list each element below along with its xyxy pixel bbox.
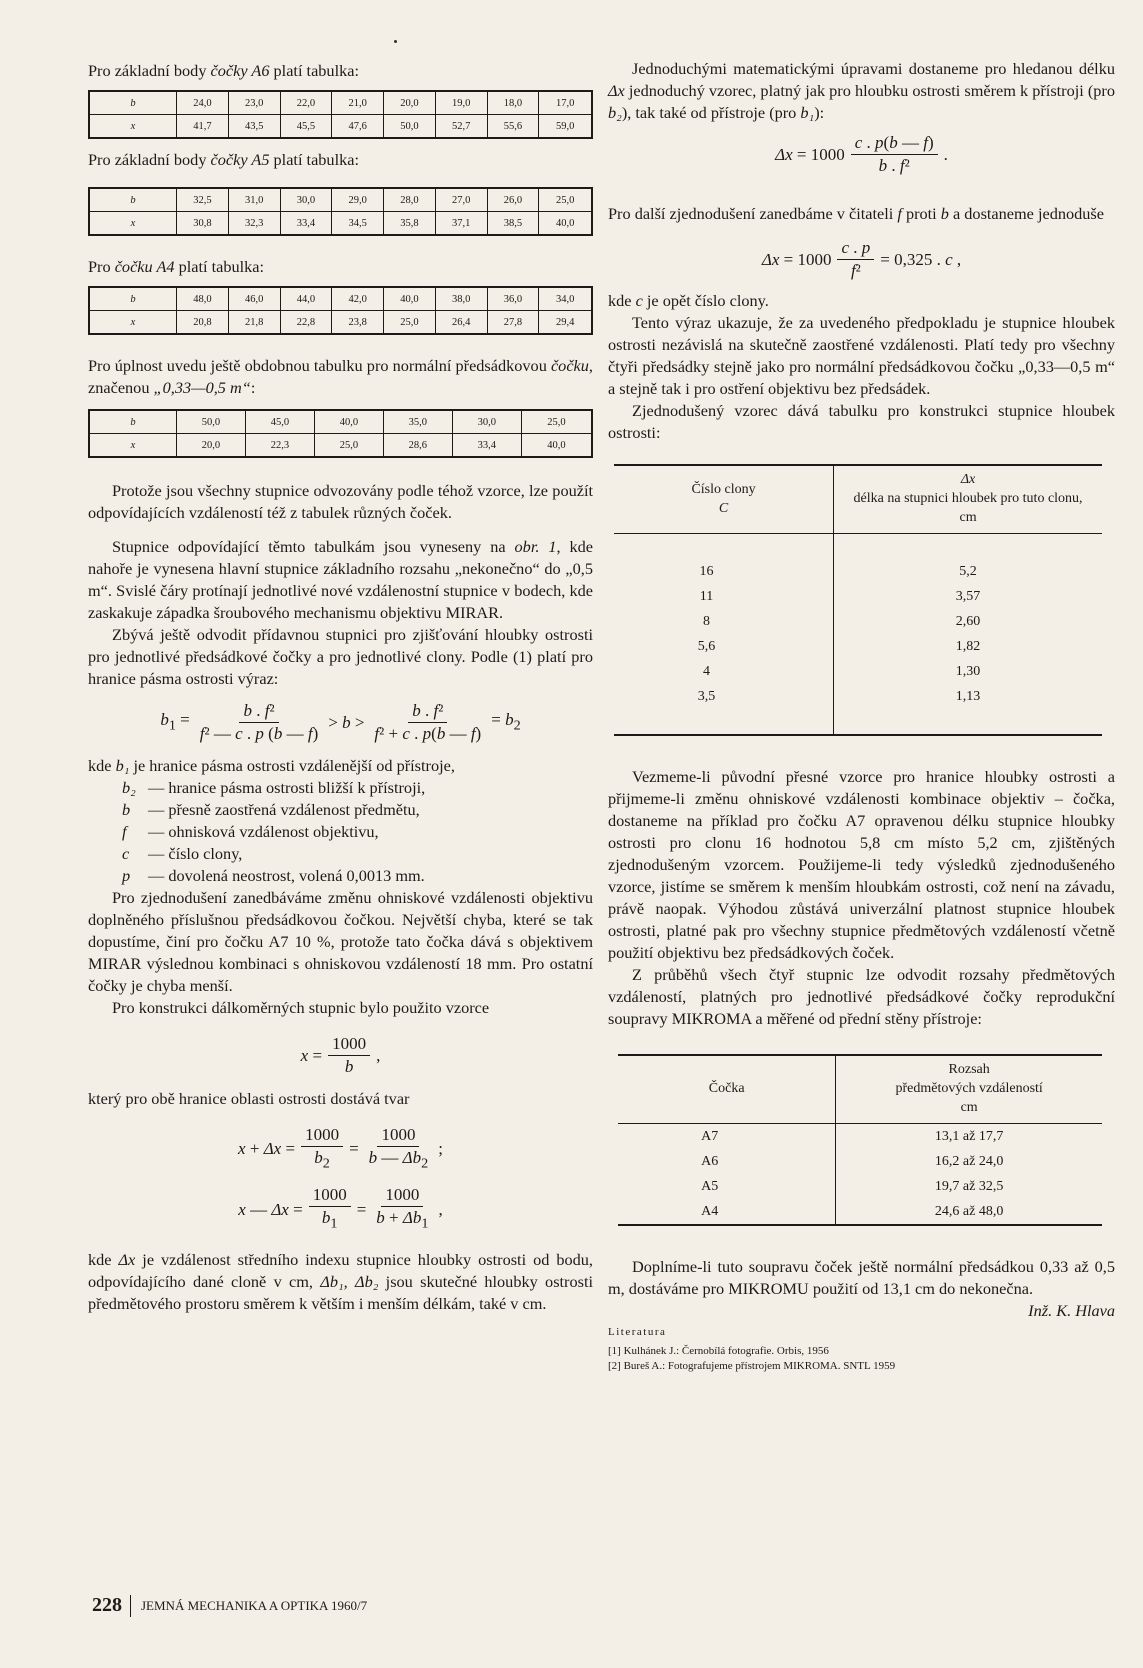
table-cell: 33,4: [280, 212, 332, 236]
formula-x: x = $\frac{1000}{b}$ ,: [300, 1034, 381, 1076]
table-cell: 1,13: [955, 688, 981, 704]
table-cell: 41,7: [177, 115, 229, 139]
table-cell: 30,8: [177, 212, 229, 236]
table-cell: 28,0: [384, 188, 436, 212]
table-cell: 25,0: [314, 434, 383, 458]
heading-a4: Pro čočku A4 platí tabulka:: [88, 257, 265, 276]
paragraph: Vezmeme-li původní přesné vzorce pro hranice hloubky ostrosti a přijmeme-li změnu ohniskové vzdálenosti kombinace objektiv – čočka, dostaneme na příklad pro čočku A7 opravenou délku stupnice hloubky ostrosti pro clonu 16 hodnotou 5,8 cm místo 5,2 cm, zjištěných zjednodušeným vzorcem. Použijeme-li tedy výsledků zjednodušeného vzorce, jistíme se směrem k menším hloubkám ostrosti, což není na závadu, právě naopak. Výhodou zůstává univerzální platnost stupnice hloubek ostrosti, platné pak pro všechny stupnice předmětových vzdáleností včetně použití objektivu bez předsádkových čoček.: [608, 767, 1115, 962]
table-row: [614, 584, 1102, 609]
table-cell: 26,0: [487, 188, 539, 212]
table-row: [614, 609, 1102, 634]
table-cell: 32,5: [177, 188, 229, 212]
table-cell: 29,4: [539, 311, 592, 335]
table-cell: A4: [618, 1199, 836, 1225]
literature-item: [2] Bureš A.: Fotografujeme přístrojem MIKROMA. SNTL 1959: [608, 1360, 896, 1372]
table-cell: 3,5: [614, 684, 834, 709]
table-cell: 5,6: [614, 634, 834, 659]
table-row: [89, 434, 592, 458]
table-cell: 8: [614, 609, 834, 634]
table-cell: 22,8: [280, 311, 332, 335]
table-cell: 38,0: [435, 287, 487, 311]
row-label: b: [89, 410, 177, 434]
table-cell: 50,0: [384, 115, 436, 139]
table-cell: 25,0: [521, 410, 592, 434]
table-cell: 22,3: [245, 434, 314, 458]
formula-x-plus: x + Δx = $\frac{1000}{b_2}$ = $\frac{1000}{b — \Delta b_2}$ ;: [238, 1125, 443, 1172]
table-cell: 30,0: [452, 410, 521, 434]
table-a4: [88, 286, 593, 335]
formula-x-minus: x — Δx = $\frac{1000}{b_1}$ = $\frac{1000}{b + \Delta b_1}$ ,: [238, 1185, 443, 1232]
table-cell: 11: [614, 584, 834, 609]
table-cell: 59,0: [539, 115, 592, 139]
table-cell: 48,0: [177, 287, 229, 311]
table-row: [618, 1149, 1102, 1174]
table-row: [89, 410, 592, 434]
table-cell: 20,0: [384, 91, 436, 115]
heading-a6: Pro základní body čočky A6 platí tabulka:: [88, 61, 359, 80]
table-cell: 2,60: [955, 613, 981, 629]
table-row: [89, 115, 592, 139]
paragraph: kde Δx je vzdálenost středního indexu stupnice hloubky ostrosti od bodu, odpovídajícího dané cloně v cm, Δb₁, Δb₂ jsou skutečné hloubky ostrosti předmětového prostoru směrem k větším i menším délkám, také v cm.: [88, 1249, 593, 1313]
table-row: [618, 1199, 1102, 1225]
row-label: b: [89, 287, 177, 311]
formula-dx-simple: Δx = 1000 $\frac{c . p}{\text{f²}}$ = 0,325 . c ,: [761, 238, 962, 280]
formula-dx: Δx = 1000 $\frac{c . p(b — f)}{\text{b . f²}}$ .: [775, 133, 948, 175]
table-cell: 40,0: [314, 410, 383, 434]
table-cell: 27,8: [487, 311, 539, 335]
table-cell: 40,0: [539, 212, 592, 236]
paragraph: Stupnice odpovídající těmto tabulkám jsou vyneseny na obr. 1, kde nahoře je vynesena hlavní stupnice základního rozsahu „nekonečno“ do „0,5 m“. Svislé čáry protínají jednotlivé nové vzdálenostní stupnice v bodech, kde zaskakuje západka šroubového mechanismu objektivu MIRAR.: [88, 537, 593, 622]
left-column: [88, 58, 593, 1315]
paragraph: Z průběhů všech čtyř stupnic lze odvodit rozsahy předmětových vzdáleností, platných pro jednotlivé předsádkové čočky reprodukční soupravy MIKROMA a měřené od přední stěny přístroje:: [608, 965, 1115, 1028]
paragraph: kde c je opět číslo clony.: [608, 291, 769, 310]
table-row: [614, 659, 1102, 684]
table-normal: [88, 409, 593, 458]
table-cell: 29,0: [332, 188, 384, 212]
table-row: [89, 188, 592, 212]
paragraph: Pro zjednodušení zanedbáváme změnu ohniskové vzdálenosti objektivu doplněného příslušnou předsádkovou čočkou. Největší chyba, které se tak dopustíme, činí pro čočku A7 10 %, protože tato čočka dává s objektivem MIRAR výslednou kombinaci s ohniskovou vzdáleností 18 mm. Pro ostatní čočky je chyba menší.: [88, 888, 593, 995]
table-row: [614, 634, 1102, 659]
table-cell: 16: [614, 559, 834, 584]
table-cell: 52,7: [435, 115, 487, 139]
table-cell: 47,6: [332, 115, 384, 139]
heading-a5: Pro základní body čočky A5 platí tabulka:: [88, 150, 359, 169]
table-cell: 35,8: [384, 212, 436, 236]
table-cell: A6: [618, 1149, 836, 1174]
page-number: 228: [92, 1594, 122, 1616]
table-row: [614, 559, 1102, 584]
table-cell: 43,5: [228, 115, 280, 139]
table-cell: 1,82: [955, 638, 981, 654]
table-cell: 23,8: [332, 311, 384, 335]
row-label: x: [89, 434, 177, 458]
paragraph: který pro obě hranice oblasti ostrosti dostává tvar: [88, 1089, 410, 1108]
table-cell: 21,0: [332, 91, 384, 115]
table-cell: 36,0: [487, 287, 539, 311]
table-cell: 38,5: [487, 212, 539, 236]
table-cell: 24,0: [177, 91, 229, 115]
table-a5: [88, 187, 593, 236]
table-cell: 35,0: [383, 410, 452, 434]
table-cell: 4: [614, 659, 834, 684]
table-cell: 24,6 až 48,0: [934, 1203, 1004, 1219]
paragraph: Pro konstrukci dálkoměrných stupnic bylo použito vzorce: [112, 998, 490, 1017]
row-label: b: [89, 91, 177, 115]
table-row: [618, 1174, 1102, 1199]
journal-name: JEMNÁ MECHANIKA A OPTIKA 1960/7: [141, 1597, 368, 1613]
table-cell: 40,0: [384, 287, 436, 311]
table-cell: 30,0: [280, 188, 332, 212]
paragraph: Pro další zjednodušení zanedbáme v čitateli f proti b a dostaneme jednoduše: [608, 204, 1104, 223]
row-label: x: [89, 115, 177, 139]
table-cell: 3,57: [955, 588, 981, 604]
table-cell: 28,6: [383, 434, 452, 458]
table-row: [614, 684, 1102, 709]
table-cell: 23,0: [228, 91, 280, 115]
row-label: x: [89, 311, 177, 335]
table-cell: 13,1 až 17,7: [934, 1128, 1004, 1144]
table-cell: 18,0: [487, 91, 539, 115]
table-cell: 16,2 až 24,0: [934, 1153, 1004, 1169]
table-cell: 46,0: [228, 287, 280, 311]
table-cell: 50,0: [177, 410, 246, 434]
paragraph: Doplníme-li tuto soupravu čoček ještě normální předsádkou 0,33 až 0,5 m, dostáváme pro MIKROMU použití od 13,1 cm do nekonečna. Inž. K. Hlava: [608, 1257, 1115, 1320]
table-cell: 5,2: [959, 563, 977, 579]
paragraph: Zbývá ještě odvodit přídavnou stupnici pro zjišťování hloubky ostrosti pro jednotlivé předsádkové čočky a pro jednotlivé clony. Podle (1) platí pro hranice pásma ostrosti výraz:: [88, 625, 593, 688]
table-cell: 17,0: [539, 91, 592, 115]
table-cell: 26,4: [435, 311, 487, 335]
paragraph: Jednoduchými matematickými úpravami dostaneme pro hledanou délku Δx jednoduchý vzorec, platný jak pro hloubku ostrosti směrem k přístroji (pro b₂), tak také od přístroje (pro b₁):: [608, 59, 1115, 122]
table-cell: 27,0: [435, 188, 487, 212]
table-cell: 45,5: [280, 115, 332, 139]
table-cell: 1,30: [955, 663, 981, 679]
table-cell: 19,0: [435, 91, 487, 115]
table-cell: 33,4: [452, 434, 521, 458]
table-cell: 55,6: [487, 115, 539, 139]
table-cell: 31,0: [228, 188, 280, 212]
page-footer: [92, 1594, 367, 1617]
table-cell: 22,0: [280, 91, 332, 115]
table-row: [89, 212, 592, 236]
table-aperture: Číslo clony C Δx délka na stupnici hloubek pro tuto clonu, cm 16 5,2 11 3,57 8 2,60 5,6 1,82 4 1,30 3,5 1,13: [614, 464, 1102, 736]
right-column: [608, 58, 1115, 1374]
table-cell: 20,8: [177, 311, 229, 335]
table-cell: 34,0: [539, 287, 592, 311]
formula-b1-b2: $b_1$ = $\frac{\text{b . f²}}{\text{f² — c . p (b — f)}}$ > b > $\frac{\text{b . f²}}{\text{f² + c . p(b — f)}}$ = $b_2$: [160, 701, 521, 743]
author: Inž. K. Hlava: [1028, 1301, 1115, 1320]
table-row: [89, 287, 592, 311]
literature-heading: Literatura: [608, 1326, 667, 1338]
table-range: Čočka Rozsah předmětových vzdáleností cm A7 13,1 až 17,7 A6 16,2 až 24,0 A5 19,7 až 32,5 A4 24,6 až 48,0: [618, 1054, 1102, 1226]
table-cell: 45,0: [245, 410, 314, 434]
row-label: b: [89, 188, 177, 212]
table-cell: 44,0: [280, 287, 332, 311]
paragraph: Protože jsou všechny stupnice odvozovány podle téhož vzorce, lze použít odpovídajících vzdáleností též z tabulek různých čoček.: [88, 481, 593, 522]
table-cell: 25,0: [539, 188, 592, 212]
speck: [394, 40, 397, 43]
table-cell: 19,7 až 32,5: [934, 1178, 1004, 1194]
paragraph: Tento výraz ukazuje, že za uvedeného předpokladu je stupnice hloubek ostrosti nezávislá na skutečně zaostřené vzdálenosti. Platí tedy pro všechny čtyři předsádky stejně jako pro normální předsádkovou čočku „0,33—0,5 m“ a stejně tak i pro ostření objektivu bez předsádek.: [608, 313, 1115, 398]
table-row: [618, 1124, 1102, 1150]
table-cell: A7: [618, 1124, 836, 1150]
table-cell: A5: [618, 1174, 836, 1199]
heading-normal: Pro úplnost uvedu ještě obdobnou tabulku pro normální předsádkovou čočku, značenou „0,33—0,5 m“:: [88, 356, 593, 397]
table-cell: 20,0: [177, 434, 246, 458]
symbol-definitions: kde b₁ je hranice pásma ostrosti vzdálenější od přístroje, b₂ — hranice pásma ostrosti bližší k přístroji, b — přesně zaostřená vzdálenost předmětu, f — ohnisková vzdálenost objektivu, c — číslo clony, p — dovolená neostrost, volená 0,0013 mm.: [88, 756, 455, 885]
table-a6: [88, 90, 593, 139]
table-cell: 37,1: [435, 212, 487, 236]
table-row: [89, 311, 592, 335]
row-label: x: [89, 212, 177, 236]
table-cell: 32,3: [228, 212, 280, 236]
table-cell: 42,0: [332, 287, 384, 311]
table-cell: 34,5: [332, 212, 384, 236]
paragraph: Zjednodušený vzorec dává tabulku pro konstrukci stupnice hloubek ostrosti:: [608, 401, 1115, 442]
table-cell: 40,0: [521, 434, 592, 458]
table-row: [89, 91, 592, 115]
literature-item: [1] Kulhánek J.: Černobílá fotografie. Orbis, 1956: [608, 1345, 829, 1357]
table-cell: 21,8: [228, 311, 280, 335]
table-cell: 25,0: [384, 311, 436, 335]
